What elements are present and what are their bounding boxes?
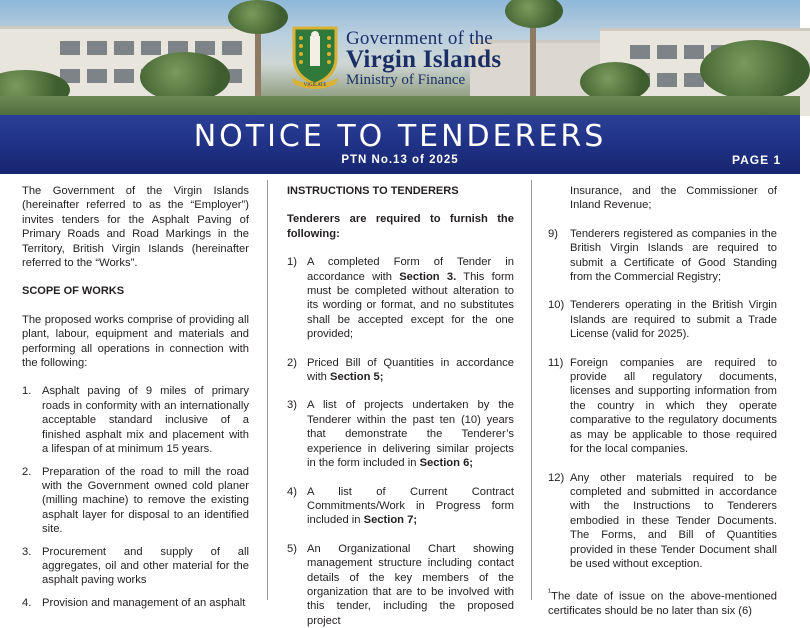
- scope-item: [22, 384, 249, 456]
- palm-tree: [140, 52, 230, 102]
- gov-name-line2: Virgin Islands: [346, 46, 502, 73]
- notice-number: PTN No.13 of 2025: [341, 154, 459, 166]
- ministry-name: Ministry of Finance: [346, 72, 466, 88]
- item-text: Procurement and supply of all aggregates, oil and other material for the asphalt paving works: [42, 545, 249, 587]
- page-number: PAGE 1: [732, 153, 782, 167]
- item-number: 11): [548, 356, 564, 369]
- item-number: 12): [548, 471, 565, 484]
- instruction-item: [287, 356, 514, 385]
- footnote: $^{^1}$The date of issue on the above-mentioned certificates should be no later than six (6): [548, 587, 777, 618]
- item-text: Foreign companies are required to provide all regulatory documents, licenses and supporting information from the country in which they operate comparative to the regulatory documents as may be applicable to those required for the local companies.: [570, 356, 777, 456]
- item-text: Tenderers operating in the British Virgin Islands are required to submit a Trade License (valid for 2025).: [570, 299, 777, 341]
- item-number: 4): [287, 485, 297, 498]
- continued-text: Insurance, and the Commissioner of Inland Revenue;: [570, 185, 777, 212]
- instruction-item: [287, 255, 514, 341]
- item-text: A list of Current Contract Commitments/Work in Progress form included in Section 7;: [307, 485, 514, 527]
- item-number: 3.: [22, 545, 32, 558]
- intro-paragraph: The Government of the Virgin Islands (hereinafter referred to as the “Employer”) invites tenders for the Asphalt Paving of Primary Roads and Road Markings in the Territory, British Virgin Islands (hereinafter referred to the “Works”.: [22, 185, 249, 270]
- column-divider: [531, 180, 532, 600]
- scope-heading: SCOPE OF WORKS: [22, 285, 125, 298]
- item-text: Asphalt paving of 9 miles of primary roads in conformity with an internationally acceptable standard inclusive of a finished asphalt mix and placement with a lifespan of at minimum 15 years.: [42, 385, 249, 456]
- scope-intro: The proposed works comprise of providing all plant, labour, equipment and materials and performing all operations in connection with the following:: [22, 313, 249, 370]
- ground: [0, 96, 800, 116]
- palm-tree: [228, 0, 288, 34]
- scope-item: [22, 596, 249, 610]
- column-1: [22, 184, 249, 610]
- palm-tree: [700, 40, 810, 100]
- item-text: Priced Bill of Quantities in accordance with Section 5;: [307, 356, 514, 384]
- item-number: 2): [287, 356, 297, 369]
- instructions-heading: INSTRUCTIONS TO TENDERERS: [287, 185, 459, 197]
- item-number: 5): [287, 542, 297, 555]
- government-logo: [288, 22, 520, 94]
- item-text: Any other materials required to be completed and submitted in accordance with the Instructions to Tenderers embodied in these Tender Documents. The Forms, and Bill of Quantities provided in these Tender Document shall be used without exception.: [570, 471, 777, 570]
- column-divider: [267, 180, 268, 600]
- item-number: 4.: [22, 596, 32, 609]
- item-text: Provision and management of an asphalt: [42, 596, 246, 609]
- scope-item: [22, 465, 249, 537]
- instruction-item: [548, 471, 777, 572]
- item-text: Tenderers registered as companies in the British Virgin Islands are required to submit a Certificate of Good Standing from the Commercial Registry;: [570, 227, 777, 284]
- instruction-item: [287, 485, 514, 528]
- item-number: 1.: [22, 385, 32, 398]
- instruction-item: [287, 398, 514, 470]
- crest-motto: VIGILATE: [303, 83, 327, 88]
- instructions-subheading: Tenderers are required to furnish the following:: [287, 213, 514, 240]
- title-band: [0, 115, 800, 174]
- gov-name-line1: Government of the: [346, 28, 493, 49]
- header-banner: [0, 0, 800, 115]
- scope-item: [22, 545, 249, 588]
- instruction-item: [548, 298, 777, 341]
- footnote-mark: ¹: [548, 587, 552, 598]
- instruction-item: [287, 542, 514, 628]
- item-number: 10): [548, 299, 565, 312]
- page-title: NOTICE TO TENDERERS: [193, 119, 607, 154]
- instruction-item: [548, 227, 777, 285]
- crest-icon: [290, 24, 340, 88]
- item-number: 2.: [22, 465, 32, 478]
- instruction-item: [548, 356, 777, 457]
- item-text: A completed Form of Tender in accordance with Section 3. This form must be completed without alteration to its wording or format, and no substitutes shall be accepted except for the one provided;: [307, 256, 514, 341]
- column-3: [548, 184, 777, 619]
- item-number: 9): [548, 227, 558, 240]
- item-text: Preparation of the road to mill the road with the Government owned cold planer (milling machine) to remove the existing asphalt layer for disposal to an identified site.: [42, 465, 249, 536]
- item-text: A list of projects undertaken by the Tenderer within the past ten (10) years that demonstrate the Tenderer’s experience in delivering similar projects in the form included in Section 6;: [307, 399, 514, 470]
- item-text: An Organizational Chart showing management structure including contact details of the key members of the organization that are to be involved with this tender, including the proposed project: [307, 542, 514, 627]
- item-number: 1): [287, 256, 297, 269]
- column-2: [287, 184, 514, 628]
- item-number: 3): [287, 399, 297, 412]
